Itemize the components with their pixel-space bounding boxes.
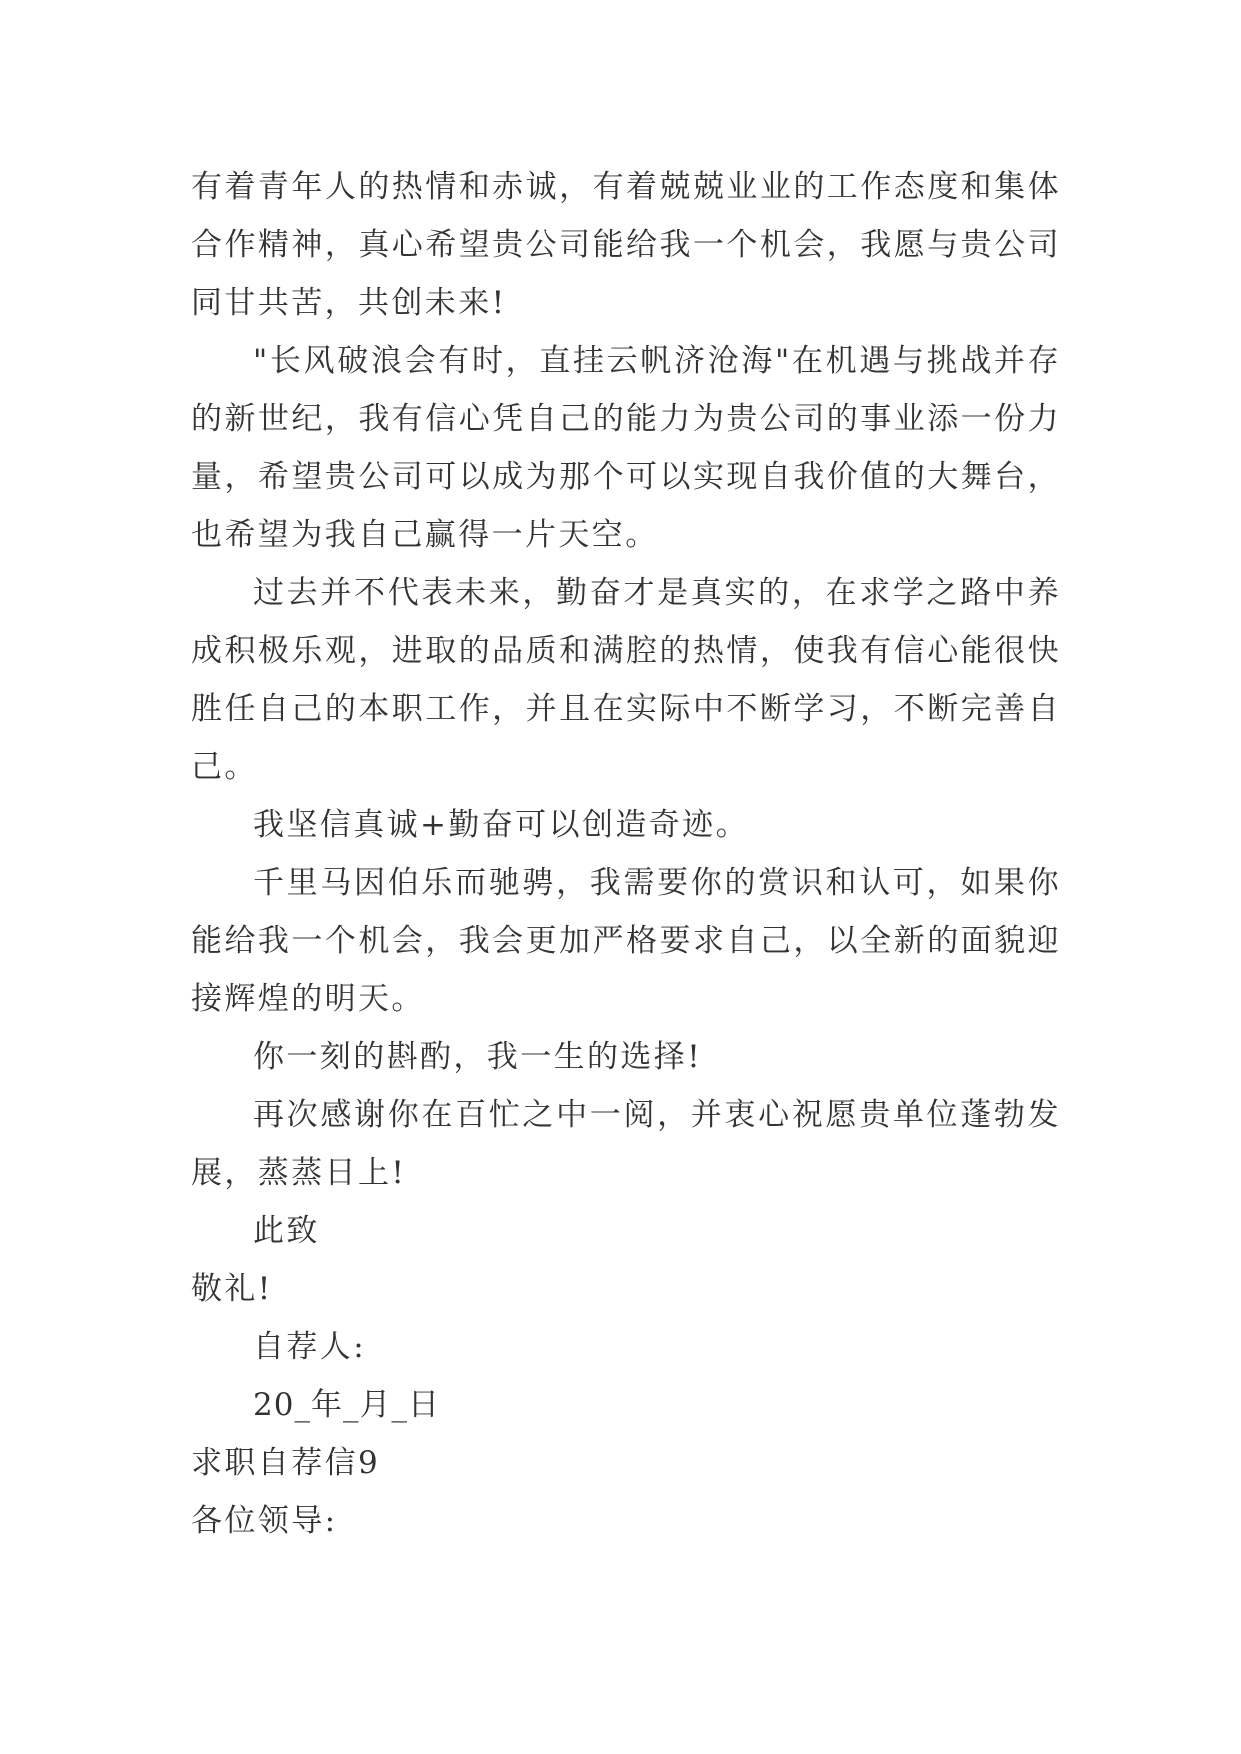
- paragraph-opportunity: 千里马因伯乐而驰骋，我需要你的赏识和认可，如果你能给我一个机会，我会更加严格要求自己，以全新的面貌迎接辉煌的明天。: [191, 865, 1061, 1017]
- signature-label: 自荐人:: [253, 1329, 367, 1365]
- closing-line: 此致: [253, 1213, 320, 1249]
- letter-body: [191, 158, 1061, 1550]
- paragraph-thanks: 再次感谢你在百忙之中一阅，并衷心祝愿贵单位蓬勃发展，蒸蒸日上!: [191, 1097, 1061, 1191]
- paragraph-quote: "长风破浪会有时，直挂云帆济沧海"在机遇与挑战并存的新世纪，我有信心凭自己的能力为贵公司的事业添一份力量，希望贵公司可以成为那个可以实现自我价值的大舞台，也希望为我自己赢得一片天空。: [191, 343, 1061, 553]
- next-letter-title: 求职自荐信9: [191, 1445, 381, 1481]
- paragraph-belief: 我坚信真诚+勤奋可以创造奇迹。: [253, 807, 749, 843]
- next-letter-greeting: 各位领导:: [191, 1503, 338, 1539]
- paragraph-diligence: 过去并不代表未来，勤奋才是真实的，在求学之路中养成积极乐观，进取的品质和满腔的热情，使我有信心能很快胜任自己的本职工作，并且在实际中不断学习，不断完善自己。: [191, 575, 1061, 785]
- date-line: 20_年_月_日: [253, 1387, 440, 1423]
- paragraph-choice: 你一刻的斟酌，我一生的选择!: [253, 1039, 703, 1075]
- paragraph-continuation: 有着青年人的热情和赤诚，有着兢兢业业的工作态度和集体合作精神，真心希望贵公司能给我一个机会，我愿与贵公司同甘共苦，共创未来!: [191, 169, 1061, 321]
- salute-line: 敬礼!: [191, 1271, 273, 1307]
